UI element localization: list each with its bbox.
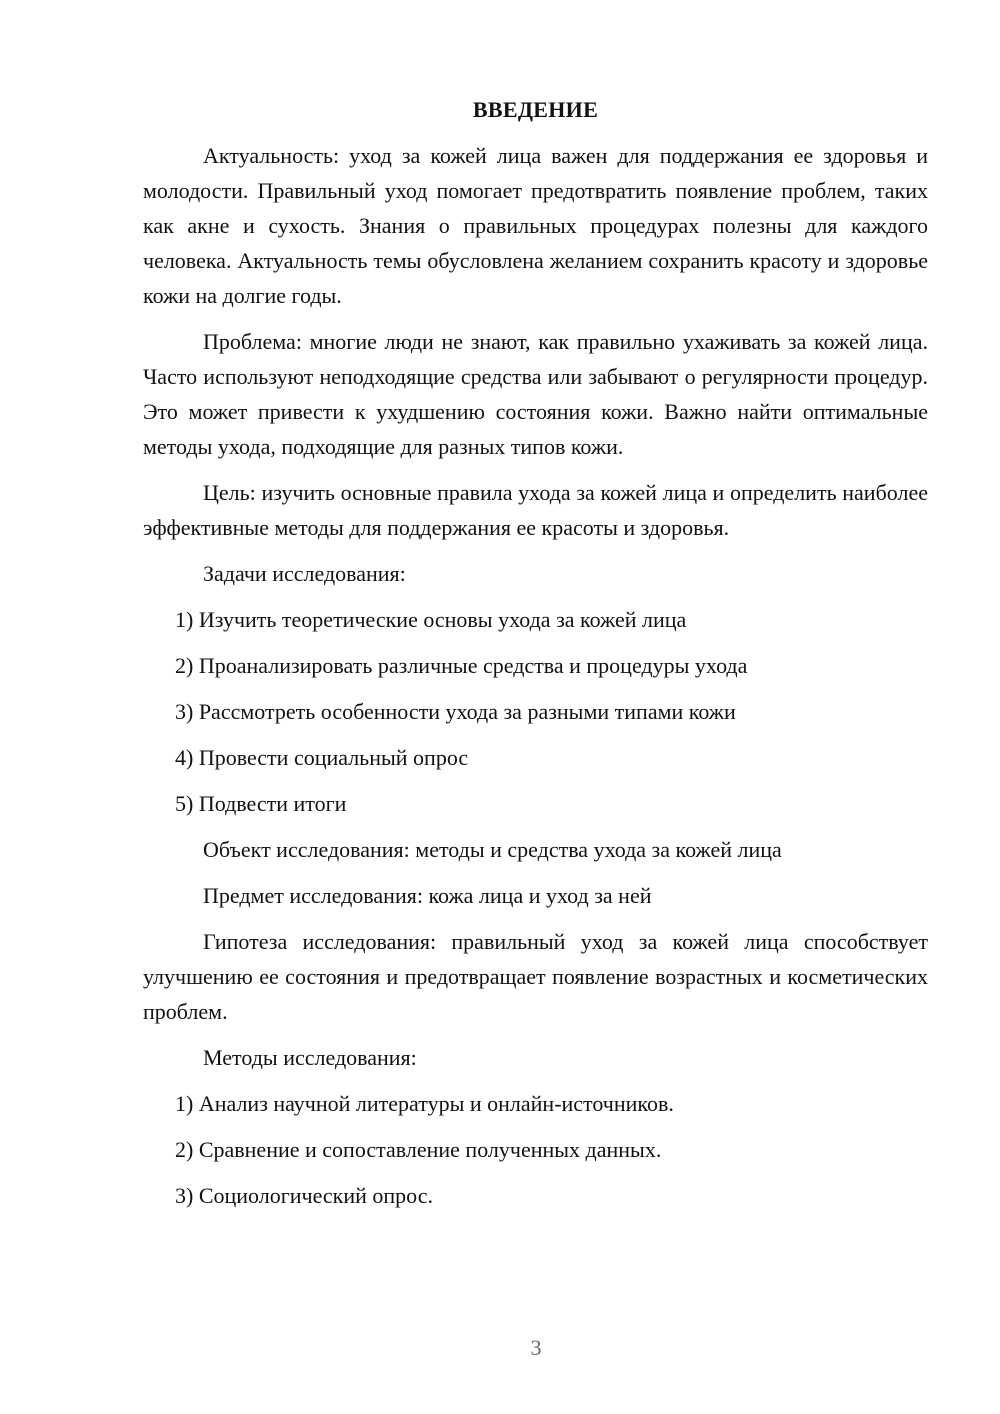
research-object: Объект исследования: методы и средства ухода за кожей лица xyxy=(203,837,782,862)
relevance-paragraph: Актуальность: уход за кожей лица важен для поддержания ее здоровья и молодости. Правильный уход помогает предотвратить появление проблем, таких как акне и сухость. Знания о правильных процедурах полезны для каждого человека. Актуальность темы обусловлена желанием сохранить красоту и здоровье кожи на долгие годы. xyxy=(143,143,928,308)
task-item: 1) Изучить теоретические основы ухода за кожей лица xyxy=(175,607,687,632)
task-item: 3) Рассмотреть особенности ухода за разными типами кожи xyxy=(175,699,736,724)
goal-paragraph: Цель: изучить основные правила ухода за кожей лица и определить наиболее эффективные методы для поддержания ее красоты и здоровья. xyxy=(143,480,928,540)
methods-heading: Методы исследования: xyxy=(203,1045,417,1070)
method-item: 1) Анализ научной литературы и онлайн-источников. xyxy=(175,1091,674,1116)
method-item: 2) Сравнение и сопоставление полученных данных. xyxy=(175,1137,662,1162)
page-content xyxy=(143,92,928,1224)
hypothesis-paragraph: Гипотеза исследования: правильный уход за кожей лица способствует улучшению ее состояния и предотвращает появление возрастных и косметических проблем. xyxy=(143,929,928,1024)
research-subject: Предмет исследования: кожа лица и уход за ней xyxy=(203,883,652,908)
section-title: ВВЕДЕНИЕ xyxy=(472,97,599,122)
task-item: 2) Проанализировать различные средства и процедуры ухода xyxy=(175,653,748,678)
tasks-heading: Задачи исследования: xyxy=(203,561,406,586)
task-item: 4) Провести социальный опрос xyxy=(175,745,469,770)
page-number: 3 xyxy=(530,1335,542,1360)
task-item: 5) Подвести итоги xyxy=(175,791,347,816)
problem-paragraph: Проблема: многие люди не знают, как правильно ухаживать за кожей лица. Часто используют неподходящие средства или забывают о регулярности процедур. Это может привести к ухудшению состояния кожи. Важно найти оптимальные методы ухода, подходящие для разных типов кожи. xyxy=(143,329,928,459)
method-item: 3) Социологический опрос. xyxy=(175,1183,433,1208)
